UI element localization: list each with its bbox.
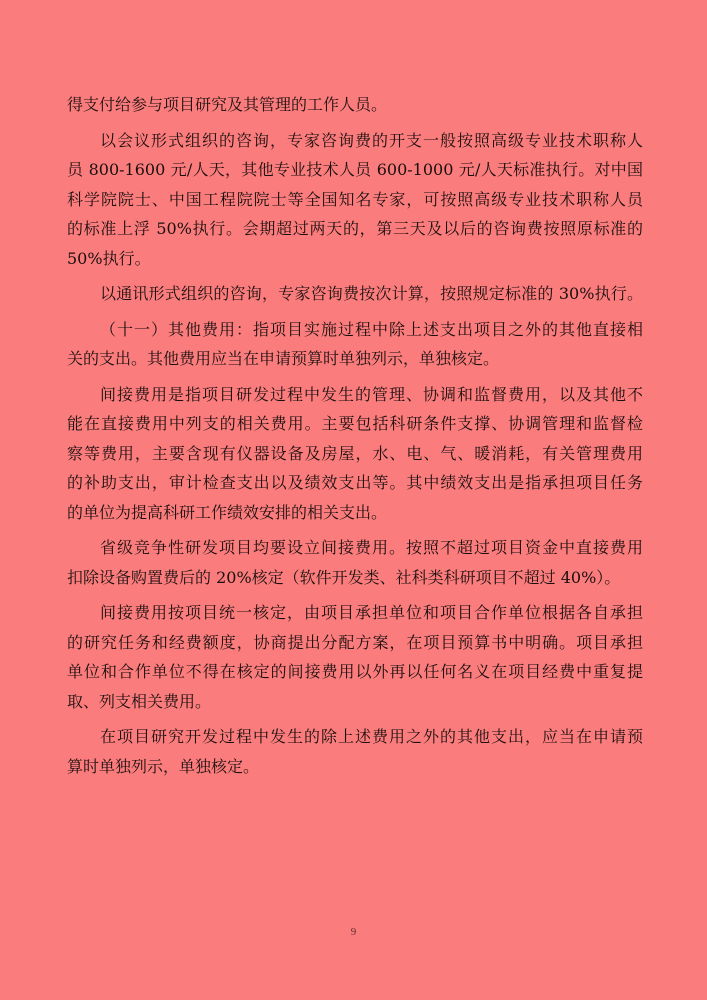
- page-number: 9: [350, 926, 357, 938]
- text-line: 单位和合作单位不得在核定的间接费用以外再以任何名义在项目经费中重复提: [67, 662, 643, 681]
- paragraph: [67, 380, 643, 528]
- text-line: 的标准上浮 50%执行。会期超过两天的，第三天及以后的咨询费按照原标准的: [67, 219, 643, 238]
- text-line: 察等费用，主要含现有仪器设备及房屋，水、电、气、暖消耗，有关管理费用: [67, 443, 643, 463]
- text-line: 的单位为提高科研工作绩效安排的相关支出。: [67, 502, 388, 522]
- paragraph: [67, 90, 643, 120]
- text-line: 间接费用按项目统一核定，由项目承担单位和项目合作单位根据各自承担: [100, 603, 643, 622]
- text-line: 关的支出。其他费用应当在申请预算时单独列示，单独核定。: [67, 349, 500, 368]
- text-line: 省级竞争性研发项目均要设立间接费用。按照不超过项目资金中直接费用: [100, 538, 643, 557]
- paragraph: [67, 126, 643, 274]
- text-line: 取、列支相关费用。: [67, 691, 212, 711]
- text-line: 间接费用是指项目研发过程中发生的管理、协调和监督费用，以及其他不: [100, 384, 643, 404]
- paragraph: [67, 279, 643, 309]
- paragraph: [67, 315, 643, 374]
- text-line: 扣除设备购置费后的 20%核定（软件开发类、社科类科研项目不超过 40%）。: [67, 567, 621, 587]
- text-line: 得支付给参与项目研究及其管理的工作人员。: [67, 95, 388, 114]
- document-body: [67, 90, 643, 781]
- text-line: 以通讯形式组织的咨询，专家咨询费按次计算，按照规定标准的 30%执行。: [100, 284, 643, 303]
- text-line: 以会议形式组织的咨询，专家咨询费的开支一般按照高级专业技术职称人: [100, 130, 643, 150]
- text-line: 能在直接费用中列支的相关费用。主要包括科研条件支撑、协调管理和监督检: [67, 414, 643, 433]
- text-line: 的补助支出，审计检查支出以及绩效支出等。其中绩效支出是指承担项目任务: [67, 473, 643, 492]
- paragraph: [67, 598, 643, 716]
- paragraph: [67, 722, 643, 781]
- paragraph: [67, 533, 643, 592]
- text-line: 的研究任务和经费额度，协商提出分配方案，在项目预算书中明确。项目承担: [67, 632, 643, 652]
- text-line: （十一）其他费用：指项目实施过程中除上述支出项目之外的其他直接相: [100, 319, 643, 339]
- text-line: 算时单独列示，单独核定。: [67, 756, 260, 776]
- text-line: 员 800-1600 元/人天，其他专业技术人员 600-1000 元/人天标准执行。对中国: [67, 160, 643, 179]
- text-line: 科学院院士、中国工程院院士等全国知名专家，可按照高级专业技术职称人员: [67, 189, 643, 209]
- text-line: 在项目研究开发过程中发生的除上述费用之外的其他支出，应当在申请预: [100, 727, 643, 746]
- text-line: 50%执行。: [67, 248, 151, 268]
